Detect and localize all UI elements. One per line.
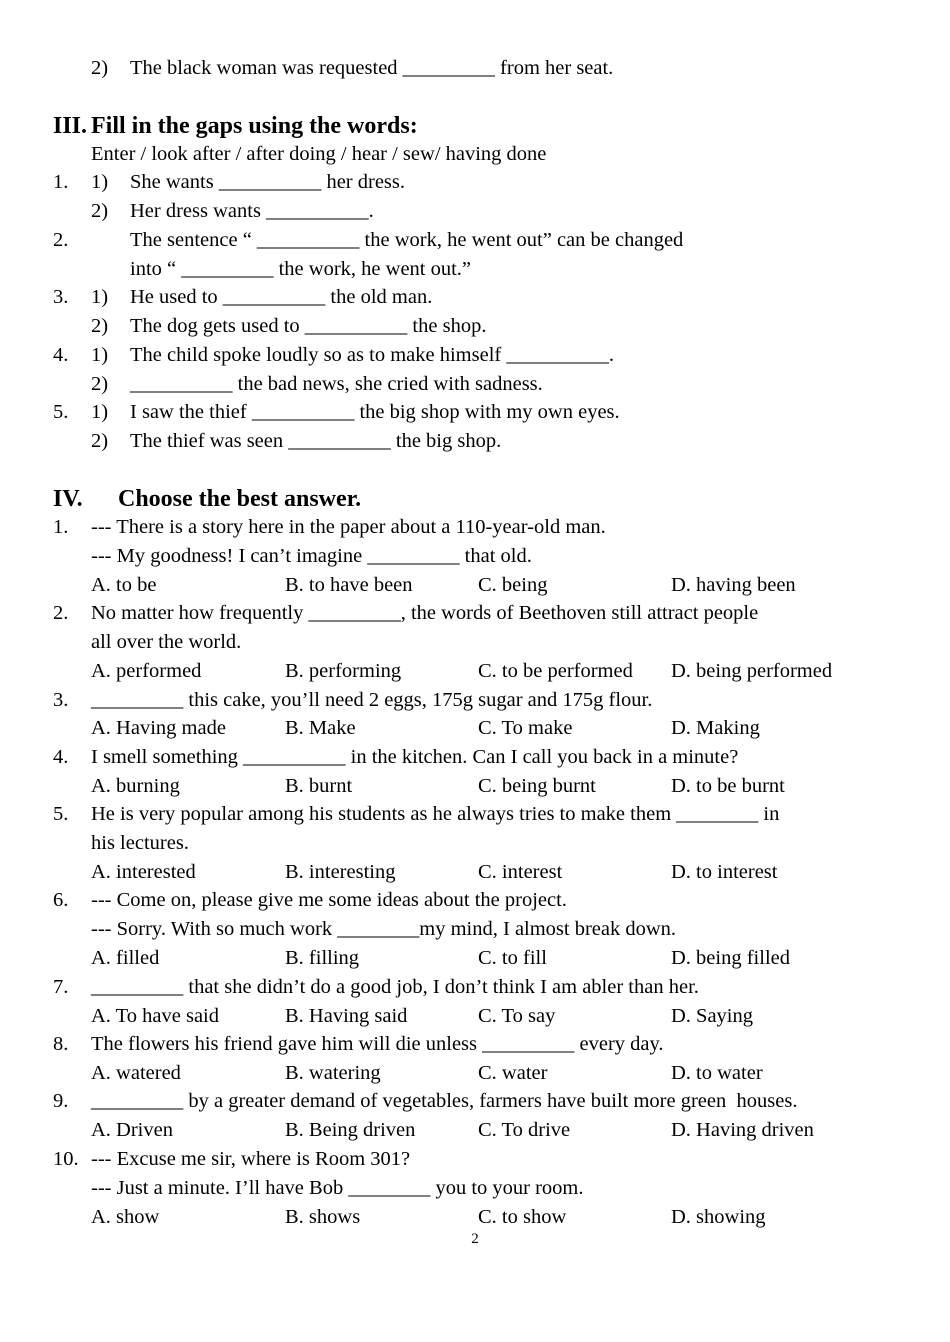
s4-q4-option-a: A. burning — [91, 775, 180, 797]
s4-q8-option-b: B. watering — [285, 1062, 381, 1084]
page-number: 2 — [471, 1231, 479, 1247]
s4-q10-option-c: C. to show — [478, 1206, 567, 1228]
s3-q4-a-number: 1) — [91, 344, 109, 366]
s4-q7-option-c: C. To say — [478, 1005, 556, 1027]
s4-q6-option-c: C. to fill — [478, 947, 547, 969]
s4-q5-option-b: B. interesting — [285, 861, 396, 883]
s3-q5-a-number: 1) — [91, 401, 109, 423]
s3-q2-number: 2. — [53, 229, 69, 251]
s4-q5-line1: He is very popular among his students as he always tries to make them ________ in — [91, 803, 780, 825]
s4-q3-option-c: C. To make — [478, 717, 573, 739]
s4-q9-option-c: C. To drive — [478, 1119, 571, 1141]
s3-q3-b-number: 2) — [91, 315, 109, 337]
s3-q5-b-text: The thief was seen __________ the big shop. — [130, 430, 502, 452]
s4-q7-number: 7. — [53, 976, 69, 998]
s4-q9-option-a: A. Driven — [91, 1119, 173, 1141]
section-4-title: Choose the best answer. — [118, 486, 362, 512]
s4-q8-option-d: D. to water — [671, 1062, 763, 1084]
section-3-number: III. — [53, 113, 88, 139]
s3-q5-number: 5. — [53, 401, 69, 423]
s3-q1-b-text: Her dress wants __________. — [130, 200, 374, 222]
s4-q1-option-a: A. to be — [91, 574, 157, 596]
s4-q6-option-d: D. being filled — [671, 947, 790, 969]
s4-q7-option-b: B. Having said — [285, 1005, 408, 1027]
s4-q9-option-d: D. Having driven — [671, 1119, 814, 1141]
s3-q4-b-number: 2) — [91, 373, 109, 395]
s4-q4-option-d: D. to be burnt — [671, 775, 785, 797]
s4-q4-option-c: C. being burnt — [478, 775, 596, 797]
s4-q6-line1: --- Come on, please give me some ideas about the project. — [91, 889, 567, 911]
s4-q3-line1: _________ this cake, you’ll need 2 eggs, 175g sugar and 175g flour. — [91, 689, 653, 711]
s3-q3-a-number: 1) — [91, 286, 109, 308]
s4-q3-option-d: D. Making — [671, 717, 760, 739]
s4-q1-option-d: D. having been — [671, 574, 796, 596]
s4-q3-number: 3. — [53, 689, 69, 711]
s4-q3-option-a: A. Having made — [91, 717, 226, 739]
s3-q1-b-number: 2) — [91, 200, 109, 222]
s4-q9-line1: _________ by a greater demand of vegetables, farmers have built more green houses. — [91, 1090, 798, 1112]
s3-q1-a-text: She wants __________ her dress. — [130, 171, 406, 193]
s4-q6-option-b: B. filling — [285, 947, 360, 969]
prev-item-number: 2) — [91, 57, 109, 79]
s4-q10-option-a: A. show — [91, 1206, 160, 1228]
s3-q3-a-text: He used to __________ the old man. — [130, 286, 433, 308]
s4-q2-option-d: D. being performed — [671, 660, 833, 682]
s4-q1-number: 1. — [53, 516, 69, 538]
s4-q5-option-a: A. interested — [91, 861, 196, 883]
s4-q2-option-c: C. to be performed — [478, 660, 633, 682]
s4-q7-line1: _________ that she didn’t do a good job, I don’t think I am abler than her. — [91, 976, 699, 998]
s4-q1-option-c: C. being — [478, 574, 548, 596]
s3-q5-b-number: 2) — [91, 430, 109, 452]
s4-q5-number: 5. — [53, 803, 69, 825]
s4-q4-option-b: B. burnt — [285, 775, 353, 797]
s3-q2-b-text: into “ _________ the work, he went out.” — [130, 258, 472, 280]
s4-q2-line1: No matter how frequently _________, the words of Beethoven still attract people — [91, 602, 759, 624]
s4-q10-line1: --- Excuse me sir, where is Room 301? — [91, 1148, 411, 1170]
s4-q5-option-d: D. to interest — [671, 861, 778, 883]
s4-q5-line2: his lectures. — [91, 832, 189, 854]
s4-q8-number: 8. — [53, 1033, 69, 1055]
prev-item-text: The black woman was requested _________ from her seat. — [130, 57, 614, 79]
s4-q6-number: 6. — [53, 889, 69, 911]
s3-q3-b-text: The dog gets used to __________ the shop. — [130, 315, 487, 337]
s4-q9-option-b: B. Being driven — [285, 1119, 416, 1141]
s3-q3-number: 3. — [53, 286, 69, 308]
s4-q1-line1: --- There is a story here in the paper about a 110-year-old man. — [91, 516, 606, 538]
s4-q10-line2: --- Just a minute. I’ll have Bob ________ you to your room. — [91, 1177, 584, 1199]
s4-q2-option-b: B. performing — [285, 660, 402, 682]
s4-q8-line1: The flowers his friend gave him will die unless _________ every day. — [91, 1033, 664, 1055]
s3-q4-b-text: __________ the bad news, she cried with sadness. — [130, 373, 543, 395]
s4-q8-option-c: C. water — [478, 1062, 548, 1084]
s4-q2-option-a: A. performed — [91, 660, 202, 682]
s4-q4-number: 4. — [53, 746, 69, 768]
s4-q2-line2: all over the world. — [91, 631, 242, 653]
s4-q6-line2: --- Sorry. With so much work ________my mind, I almost break down. — [91, 918, 677, 940]
s4-q5-option-c: C. interest — [478, 861, 563, 883]
s3-q1-number: 1. — [53, 171, 69, 193]
s4-q10-option-b: B. shows — [285, 1206, 361, 1228]
s4-q1-line2: --- My goodness! I can’t imagine _________ that old. — [91, 545, 532, 567]
section-4-number: IV. — [53, 486, 83, 512]
s4-q3-option-b: B. Make — [285, 717, 356, 739]
s3-q2-a-text: The sentence “ __________ the work, he went out” can be changed — [130, 229, 684, 251]
section-3-title: Fill in the gaps using the words: — [91, 113, 418, 139]
s4-q10-number: 10. — [53, 1148, 79, 1170]
s4-q1-option-b: B. to have been — [285, 574, 413, 596]
s4-q4-line1: I smell something __________ in the kitchen. Can I call you back in a minute? — [91, 746, 739, 768]
s4-q7-option-d: D. Saying — [671, 1005, 753, 1027]
s4-q10-option-d: D. showing — [671, 1206, 766, 1228]
s4-q8-option-a: A. watered — [91, 1062, 181, 1084]
s4-q7-option-a: A. To have said — [91, 1005, 219, 1027]
s4-q6-option-a: A. filled — [91, 947, 160, 969]
s4-q9-number: 9. — [53, 1090, 69, 1112]
s4-q2-number: 2. — [53, 602, 69, 624]
word-bank: Enter / look after / after doing / hear / sew/ having done — [91, 143, 547, 165]
s3-q4-number: 4. — [53, 344, 69, 366]
s3-q4-a-text: The child spoke loudly so as to make himself __________. — [130, 344, 614, 366]
s3-q1-a-number: 1) — [91, 171, 109, 193]
s3-q5-a-text: I saw the thief __________ the big shop with my own eyes. — [130, 401, 620, 423]
